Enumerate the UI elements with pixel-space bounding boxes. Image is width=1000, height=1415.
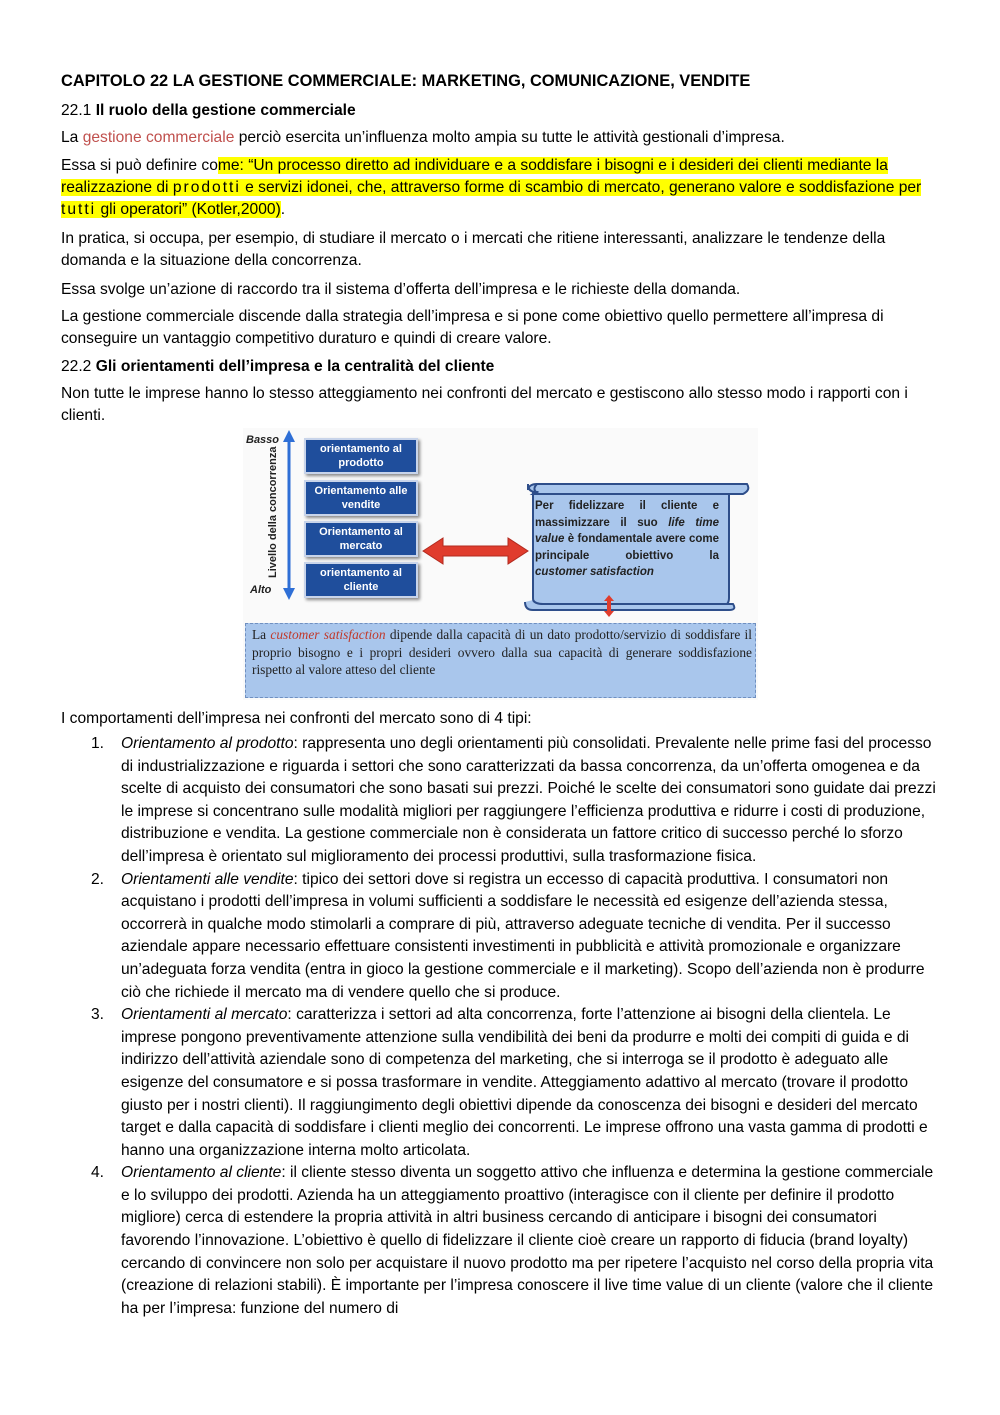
paragraph: In pratica, si occupa, per esempio, di studiare il mercato o i mercati che ritiene interessanti, analizzare le tendenze della domanda e la situazione della concorrenza. xyxy=(61,230,886,269)
section-heading-22-1 xyxy=(61,100,941,122)
band-text xyxy=(252,626,752,679)
list-number: 1. xyxy=(91,735,105,752)
box-orientamento-vendite: Orientamento alle vendite xyxy=(304,480,418,516)
list-term: Orientamento al cliente xyxy=(121,1164,282,1182)
text-run: . xyxy=(280,201,286,218)
box-orientamento-mercato: Orientamento al mercato xyxy=(304,521,418,557)
axis-high-label: Alto xyxy=(250,584,272,596)
paragraph: Non tutte le imprese hanno lo stesso atteggiamento nei confronti del mercato e gestiscono allo stesso modo i rapporti con i clienti. xyxy=(61,385,908,424)
paragraph xyxy=(61,127,941,149)
paragraph: I comportamenti dell’impresa nei confronti del mercato sono di 4 tipi: xyxy=(61,710,532,727)
paragraph: La gestione commerciale discende dalla strategia dell’impresa e si pone come obiettivo quello permettere all’impresa di conseguire un vantaggio competitivo duraturo e quindi di creare valore. xyxy=(61,308,884,347)
axis-title: Livello della concorrenza xyxy=(267,446,279,578)
list-item xyxy=(61,733,941,869)
list-number: 4. xyxy=(91,1164,105,1182)
list-term: Orientamenti al mercato xyxy=(121,1006,288,1024)
text-run: La xyxy=(61,129,83,146)
list-text: : caratterizza i settori ad alta concorrenza, forte l’attenzione ai bisogni della clientela. Le imprese pongono preventivamente attenzione sulla vendibilità dei beni da produrre e molti dei compiti di guida e di indirizzo dell’attività aziendale sono di competenza del marketing, che si interroga se il prodotto è adeguato alle esigenze del consumatore e si possa trasformare in vendite. Atteggiamento adattivo al mercato (trovare il prodotto giusto per i nostri clienti). Il raggiungimento degli obiettivi dipende da conoscenza dei bisogni e desideri del mercato target e dalla capacità di soddisfare i clienti meglio dei concorrenti. Le imprese offrono una vasta gamma di prodotti e hanno una organizzazione interna molto articolata. xyxy=(121,1006,928,1159)
section-title: Il ruolo della gestione commerciale xyxy=(95,102,356,119)
highlight: me: “Un processo diretto ad individuare e a soddisfare i bisogni e i desideri dei clienti mediante la realizzazione di xyxy=(61,157,888,196)
axis-low-label: Basso xyxy=(246,434,280,446)
text-run: fidelizzare xyxy=(568,500,625,512)
list-text: : il cliente stesso diventa un soggetto attivo che influenza e determina la gestione commerciale e lo sviluppo dei prodotti. Azienda ha un atteggiamento proattivo (interagisce con il cliente per definire il prodotto migliore) cerca di estendere la propria attività in altri business cercando di anticipare i bisogni dei consumatori favorendo l’innovazione. L’obiettivo è quello di fidelizzare il cliente cioè creare un rapporto di fiducia (brand loyalty) cercando di convincere non solo per acquistare il nuovo prodotto ma per ripetere l’acquisto nel corso della propria vita (creazione di relazioni stabili). È importante per l’impresa conoscere il live time value di un cliente (valore che il cliente ha per l’impresa: funzione del numero di xyxy=(121,1164,934,1317)
orientation-diagram xyxy=(243,428,758,700)
list-term: Orientamenti alle vendite xyxy=(121,870,294,888)
text-run: il cliente e massimizzare il suo xyxy=(535,500,719,529)
list-item xyxy=(61,869,941,1005)
paragraph: Essa svolge un’azione di raccordo tra il sistema d’offerta dell’impresa e le richieste della domanda. xyxy=(61,281,741,298)
text-run: Essa si può definire co xyxy=(61,157,218,174)
scroll-top-roll xyxy=(528,484,748,494)
text-run: life time value xyxy=(535,516,719,546)
list-number: 3. xyxy=(91,1006,105,1024)
highlight: tutti xyxy=(61,201,97,218)
axis-arrow-head-down xyxy=(283,588,295,600)
highlight: gli operatori” (Kotler,2000) xyxy=(96,201,281,218)
double-arrow-icon xyxy=(423,538,528,564)
text-run: customer satisfaction xyxy=(270,627,386,642)
orientation-list xyxy=(61,733,941,1320)
text-run: La xyxy=(252,627,271,642)
text-run: perciò esercita un’influenza molto ampia su tutte le attività gestionali d’impresa. xyxy=(234,129,785,146)
highlighted-definition xyxy=(61,155,941,221)
list-number: 2. xyxy=(91,870,105,888)
text-run: è fondamentale avere come principale obiettivo la xyxy=(535,533,719,562)
list-item xyxy=(61,1004,941,1162)
axis-arrow-head-up xyxy=(283,430,295,442)
highlight: e servizi idonei, che, attraverso forme di scambio di mercato, generano valore e soddisfazione per xyxy=(240,179,922,196)
section-heading-22-2 xyxy=(61,356,941,378)
list-text: : rappresenta uno degli orientamenti più consolidati. Prevalente nelle prime fasi del processo di industrializzazione e riguarda i settori che sono caratterizzati da bassa concorrenza, da un’offerta omogenea e da scelte di acquisto dei consumatori che sono basati sui prezzi. Poiché le scelte dei consumatori sono guidate dai prezzi le imprese si concentrano sulle modalità migliori per raggiungere l’efficienza produttiva e ridurre i costi di produzione, distribuzione e vendita. La gestione commerciale non è considerata un fattore critico di successo perché lo sforzo dell’impresa è orientato sul miglioramento dei processi produttivi, sulla trasformazione fisica. xyxy=(121,735,936,865)
customer-satisfaction-band xyxy=(245,623,756,698)
list-item xyxy=(61,1162,941,1320)
box-orientamento-cliente: orientamento al cliente xyxy=(304,562,418,598)
chapter-title: CAPITOLO 22 LA GESTIONE COMMERCIALE: MARKETING, COMUNICAZIONE, VENDITE xyxy=(61,72,751,90)
box-orientamento-prodotto: orientamento al prodotto xyxy=(304,438,418,474)
section-number: 22.1 xyxy=(61,102,96,119)
text-run: Per xyxy=(535,500,569,512)
list-text: : tipico dei settori dove si registra un eccesso di capacità produttiva. I consumatori non acquistano i prodotti dell’impresa in volumi sufficienti a soddisfare le necessità ed esigenze dell’azienda stessa, occorrerà in qualche modo stimolarli a comprare di più, attraverso adeguate tecniche di vendita. Per il successo aziendale appare necessario effettuare consistenti investimenti in pubblicità e attività promozionale e organizzare un’adeguata forza vendita (entra in gioco la gestione commerciale e il marketing). Scopo dell’azienda non è produrre ciò che richiede il mercato ma di vendere quello che si produce. xyxy=(121,870,925,1001)
text-run: dipende dalla capacità di un dato prodotto/servizio di soddisfare il proprio bisogno e i propri desideri ovvero dalla sua capacità di generare soddisfazione rispetto al valore atteso del cliente xyxy=(252,627,752,678)
list-term: Orientamento al prodotto xyxy=(121,735,294,752)
scroll-text xyxy=(535,498,719,581)
section-number: 22.2 xyxy=(61,358,96,375)
text-run: customer satisfaction xyxy=(535,566,654,579)
highlight: prodotti xyxy=(172,179,241,196)
term-gestione-commerciale: gestione commerciale xyxy=(82,129,235,146)
section-title: Gli orientamenti dell’impresa e la centralità del cliente xyxy=(95,358,495,375)
